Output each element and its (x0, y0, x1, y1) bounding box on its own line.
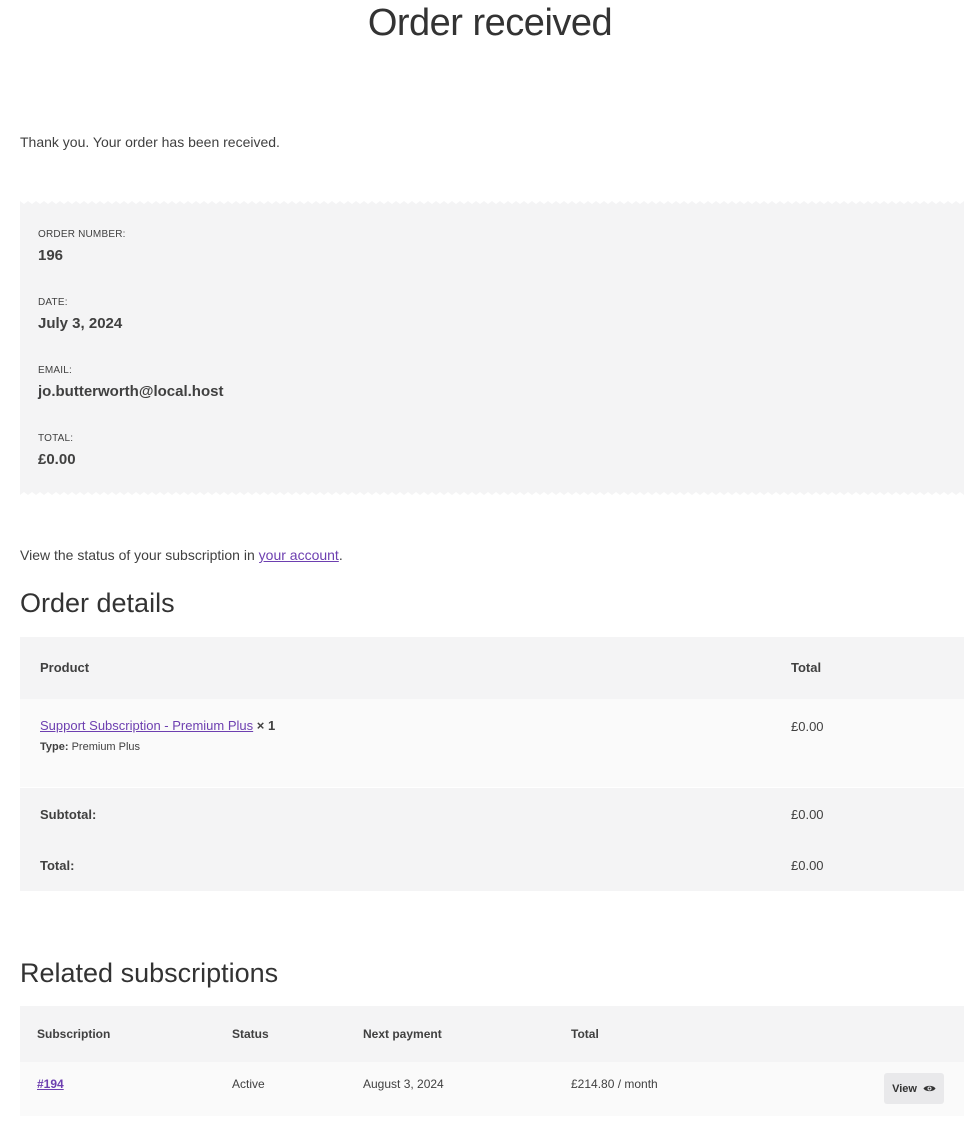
table-row (20, 1062, 964, 1116)
related-subscriptions-header (20, 1006, 964, 1062)
line-item-total: £0.00 (791, 719, 824, 734)
order-total-label: TOTAL: (38, 433, 74, 444)
header-product: Product (40, 660, 90, 675)
product-link[interactable]: Support Subscription - Premium Plus (40, 718, 254, 733)
header-next-payment: Next payment (363, 1027, 442, 1041)
subscription-total: £214.80 / month (571, 1077, 658, 1091)
header-subscription: Subscription (37, 1027, 111, 1041)
order-number-label: ORDER NUMBER: (38, 229, 126, 240)
notice-suffix: . (338, 547, 343, 563)
subscription-id-link[interactable]: #194 (37, 1077, 64, 1091)
subscription-status: Active (232, 1077, 265, 1091)
subscription-status-notice (20, 547, 343, 563)
subtotal-label: Subtotal: (40, 807, 97, 822)
order-date-value: July 3, 2024 (38, 315, 123, 332)
order-details-title: Order details (20, 588, 175, 618)
total-value: £0.00 (791, 858, 824, 873)
meta-label: Type: (40, 741, 69, 753)
eye-icon (923, 1084, 936, 1093)
view-button-label: View (892, 1082, 917, 1095)
order-number-value: 196 (38, 247, 64, 264)
your-account-link[interactable]: your account (258, 547, 339, 563)
order-details-header (20, 637, 964, 699)
header-status: Status (232, 1027, 269, 1041)
order-email-value: jo.butterworth@local.host (38, 383, 224, 400)
header-total: Total (571, 1027, 599, 1041)
page-title: Order received (367, 2, 613, 44)
thank-you-message: Thank you. Your order has been received. (20, 134, 280, 150)
order-email-block (38, 365, 223, 400)
subtotal-value: £0.00 (791, 807, 824, 822)
notice-prefix: View the status of your subscription in (20, 547, 259, 563)
table-row (20, 699, 964, 787)
order-overview (20, 200, 964, 496)
line-item-meta (40, 741, 140, 753)
subscription-next-payment: August 3, 2024 (363, 1077, 444, 1091)
meta-value: Premium Plus (71, 741, 141, 753)
zigzag-edge-top (20, 198, 964, 206)
order-number-block (38, 229, 126, 264)
related-subscriptions-title: Related subscriptions (20, 958, 279, 988)
total-label: Total: (40, 858, 75, 873)
view-subscription-button[interactable] (884, 1073, 944, 1104)
product-quantity: × 1 (256, 718, 276, 733)
header-total: Total (791, 660, 822, 675)
order-date-block (38, 297, 122, 332)
order-total-block (38, 433, 76, 468)
line-item-product (40, 718, 275, 733)
order-details-table (20, 637, 964, 891)
order-date-label: DATE: (38, 297, 68, 308)
order-total-value: £0.00 (38, 451, 76, 468)
order-totals (20, 788, 964, 891)
zigzag-edge-bottom (20, 490, 964, 498)
order-email-label: EMAIL: (38, 365, 72, 376)
